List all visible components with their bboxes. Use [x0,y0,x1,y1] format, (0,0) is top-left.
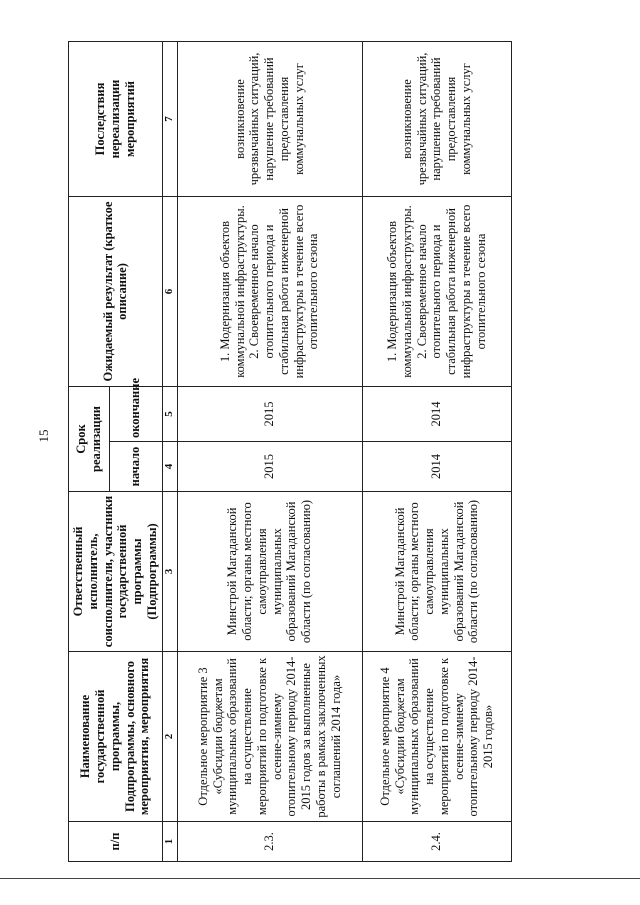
table-container [68,42,498,862]
header-end: окончание [109,386,162,441]
column-number: 2 [162,652,177,822]
header-start: начало [109,442,162,492]
bottom-rule [0,878,640,879]
header-consequence: Последствия нереализации мероприятий [69,41,163,196]
row-result: 1. Модернизация объектов коммунальной инфраструктуры. 2. Своевременное начало отопительного периода и стабильная работа инженерной инфраструктуры в течение всего отопительного сезона [362,196,511,386]
row-number: 2.3. [177,822,362,862]
row-end: 2014 [362,386,511,441]
page-number: 15 [36,429,51,443]
header-period: Срок реализации [69,386,110,491]
column-number: 5 [162,386,177,441]
row-end: 2015 [177,386,362,441]
row-name: Отдельное мероприятие 4 «Субсидии бюджетам муниципальных образований на осуществление мероприятий по подготовке к осенне-зимнему отопительному периоду 2014-2015 годов» [362,652,511,822]
row-start: 2014 [362,442,511,492]
row-result: 1. Модернизация объектов коммунальной инфраструктуры. 2. Своевременное начало отопительного периода и стабильная работа инженерной инфраструктуры в течение всего отопительного сезона [177,196,362,386]
header-result: Ожидаемый результат (краткое описание) [69,196,163,386]
table-row [177,41,362,861]
column-number: 3 [162,492,177,652]
row-start: 2015 [177,442,362,492]
header-executor: Ответственный исполнитель, соисполнители, участники государственной программы (Подпрограммы) [69,492,163,652]
table-row [362,41,511,861]
column-number: 1 [162,822,177,862]
row-number: 2.4. [362,822,511,862]
column-number: 4 [162,442,177,492]
row-consequence: возникновение чрезвычайных ситуаций, нарушение требований предоставления коммунальных услуг [362,41,511,196]
column-number: 7 [162,41,177,196]
row-executor: Минстрой Магаданской области; органы местного самоуправления муниципальных образований Магаданской области (по согласованию) [177,492,362,652]
row-executor: Минстрой Магаданской области; органы местного самоуправления муниципальных образований Магаданской области (по согласованию) [362,492,511,652]
header-name: Наименование государственной программы, Подпрограммы, основного мероприятия, мероприятия [69,652,163,822]
header-number: п/п [69,822,163,862]
row-name: Отдельное мероприятие 3 «Субсидии бюджетам муниципальных образований на осуществление мероприятий по подготовке к осенне-зимнему отопительному периоду 2014-2015 годов за выполненные работы в рамках заключенных соглашений 2014 года» [177,652,362,822]
activities-table [68,41,512,862]
column-number: 6 [162,196,177,386]
row-consequence: возникновение чрезвычайных ситуаций, нарушение требований предоставления коммунальных услуг [177,41,362,196]
